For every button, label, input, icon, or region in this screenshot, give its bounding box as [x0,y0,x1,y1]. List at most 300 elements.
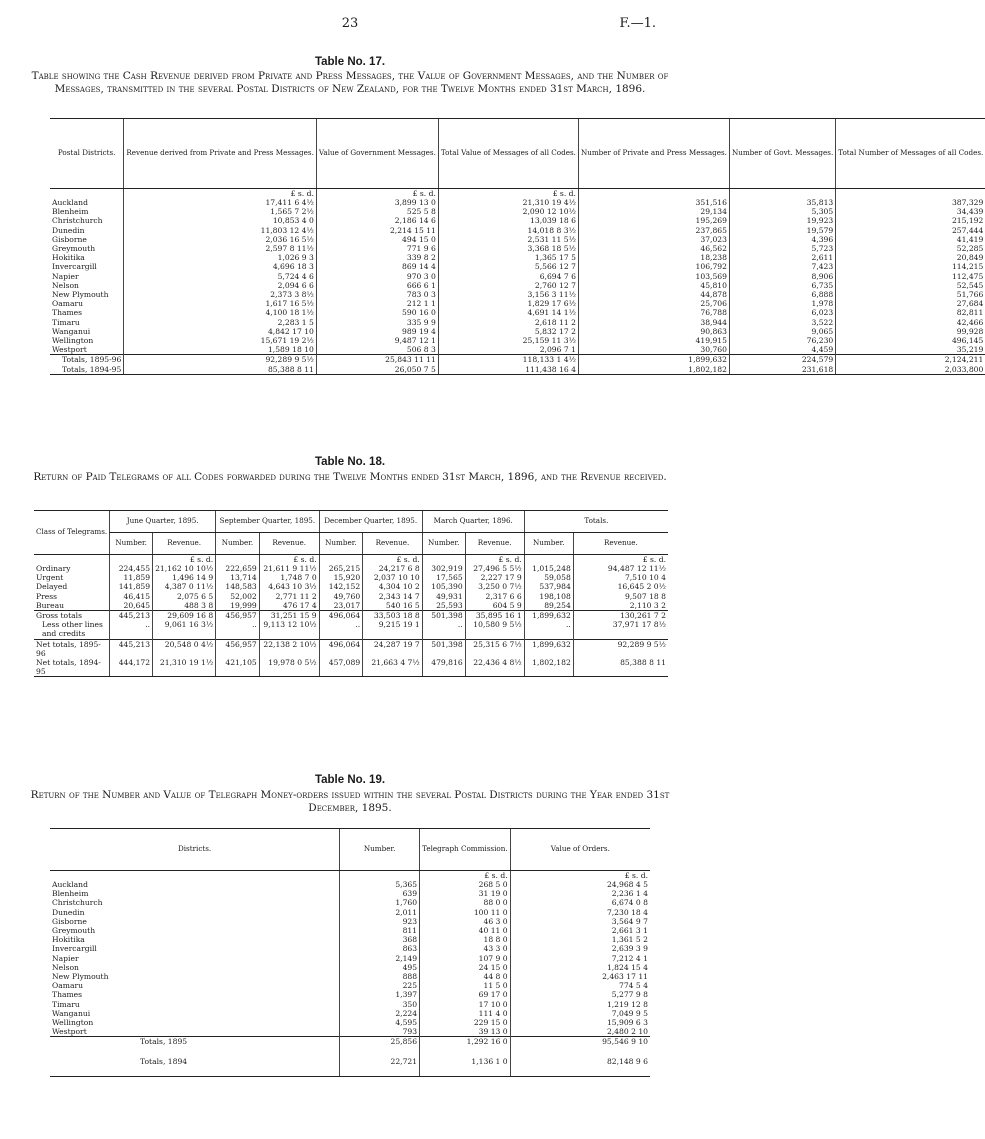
units-label: £ s. d. [573,555,668,565]
table-cell: 2,227 17 9 [465,573,524,582]
table-cell: 2,597 8 11½ [124,244,317,253]
table18-subheader: Number. [319,533,363,555]
table-cell: 25,593 [422,601,465,611]
table-cell: 7,212 4 1 [510,954,650,963]
table-cell: 2,037 10 10 [363,573,423,582]
table-cell: 1,015,248 [524,564,573,573]
table-cell: 26,050 7 5 [316,365,438,375]
table-cell: 130,261 7 2 [573,611,668,621]
table-cell: 20,849 [836,253,985,262]
table17-header-num-govt: Number of Govt. Messages. [729,119,835,189]
table-row [50,917,650,926]
table-cell: .. [422,620,465,639]
table-cell: 6,674 0 8 [510,898,650,907]
table-cell: 37,023 [578,235,729,244]
table-cell: 69 17 0 [420,990,511,999]
district-name: Hokitika [52,935,85,945]
district-name: Christchurch [52,216,103,226]
table-cell: .. [319,620,363,639]
table17-caption: Table showing the Cash Revenue derived from Private and Press Messages, the Value of Government Messages, and the Number of Messages, transmitted in the several Postal Districts of New Zealand, for the Twelve Months ended 31st March, 1896. [31,70,669,95]
table-cell: 456,957 [216,611,260,621]
table-cell: 19,923 [729,216,835,225]
table-cell: 7,510 10 4 [573,573,668,582]
table18-header-totals: Totals. [524,511,668,533]
table-cell: 351,516 [578,198,729,207]
district-name: Wanganui [52,1008,91,1018]
table-cell: 49,760 [319,592,363,601]
table-cell: 3,368 18 5½ [438,244,578,253]
table-cell: 90,863 [578,327,729,336]
table-cell: 6,023 [729,308,835,317]
table-cell: 46 3 0 [420,917,511,926]
table-cell: 488 3 8 [153,601,216,611]
summary-label: Net totals, 1895-96 [34,639,110,658]
table-cell: 95,546 9 10 [510,1037,650,1057]
district-name: Napier [52,271,79,281]
table-cell: 25,315 6 7½ [465,639,524,658]
table-row [50,336,985,345]
table18-header-quarter: September Quarter, 1895. [216,511,319,533]
district-name: Wellington [52,1018,94,1028]
summary-row [34,611,668,621]
table-row [50,954,650,963]
units-label: £ s. d. [153,555,216,565]
summary-row [34,620,668,639]
table-cell: 335 9 9 [316,318,438,327]
table18-subheader: Revenue. [573,533,668,555]
table-cell: 2,531 11 5½ [438,235,578,244]
table18-subheader: Revenue. [465,533,524,555]
table-cell: 1,760 [340,898,420,907]
table-cell: 43 3 0 [420,944,511,953]
table-cell: 224,455 [110,564,153,573]
table-cell: 21,611 9 11½ [259,564,319,573]
table-cell: 3,899 13 0 [316,198,438,207]
document-reference: F.—1. [619,16,656,31]
table-row [50,908,650,917]
district-name: Oamaru [52,299,84,309]
table-cell: 5,305 [729,207,835,216]
district-name: Wellington [52,336,94,346]
table-cell: 215,192 [836,216,985,225]
table-cell: 387,329 [836,198,985,207]
table-cell: 2,124,211 [836,355,985,365]
table-cell [110,555,153,565]
table17-header-num-private: Number of Private and Press Messages. [578,119,729,189]
table-cell: 2,661 3 1 [510,926,650,935]
table-cell: 7,230 18 4 [510,908,650,917]
table-cell: 13,039 18 6 [438,216,578,225]
table-cell: 783 0 3 [316,290,438,299]
table-cell: 5,277 9 8 [510,990,650,999]
table-cell: 92,289 9 5½ [573,639,668,658]
table-cell: 52,545 [836,281,985,290]
table-cell: 2,096 7 1 [438,345,578,355]
table-cell: 494 15 0 [316,235,438,244]
district-name: Gisborne [52,234,87,244]
table-cell: 198,108 [524,592,573,601]
table-cell: 34,439 [836,207,985,216]
table-cell: 9,215 19 1 [363,620,423,639]
table-cell: 1,219 12 8 [510,1000,650,1009]
table-cell: 2,090 12 10½ [438,207,578,216]
table-cell [50,189,124,199]
class-name: Ordinary [36,564,71,573]
table-cell: 793 [340,1027,420,1037]
table-cell: 496,064 [319,611,363,621]
table-cell: 24,968 4 5 [510,880,650,889]
table-cell: 19,999 [216,601,260,611]
table-row [50,1000,650,1009]
table-row [50,1018,650,1027]
table-cell: 302,919 [422,564,465,573]
table-cell: 231,618 [729,365,835,375]
table-cell [216,555,260,565]
table-cell: 2,149 [340,954,420,963]
table-cell: 11 5 0 [420,981,511,990]
table-cell: 1,617 16 5½ [124,299,317,308]
table-cell: 17,565 [422,573,465,582]
district-name: New Plymouth [52,972,109,982]
table18-header-class: Class of Telegrams. [34,511,110,555]
table18-subheader: Revenue. [259,533,319,555]
table-cell: 4,595 [340,1018,420,1027]
table-row [34,582,668,591]
table-row [50,281,985,290]
totals-label: Totals, 1895-96 [50,355,124,365]
units-row [34,555,668,565]
table-cell: 2,618 11 2 [438,318,578,327]
table-cell: 7,049 9 5 [510,1009,650,1018]
totals-row [50,365,985,375]
units-label: £ s. d. [316,189,438,199]
table-cell [34,555,110,565]
table-cell: 476 17 4 [259,601,319,611]
table-cell: 17,411 6 4½ [124,198,317,207]
table-cell: 2,033,800 [836,365,985,375]
table-cell: 76,788 [578,308,729,317]
table-cell: 35,219 [836,345,985,355]
table-cell: 24,287 19 7 [363,639,423,658]
table-cell: 265,215 [319,564,363,573]
district-name: New Plymouth [52,290,109,300]
table-cell: 31 19 0 [420,889,511,898]
table-cell: 16,645 2 0½ [573,582,668,591]
table-cell: 141,859 [110,582,153,591]
table-cell: 666 6 1 [316,281,438,290]
table-cell: 49,931 [422,592,465,601]
table-cell: 1,802,182 [578,365,729,375]
table-row [50,990,650,999]
class-name: Press [36,591,58,601]
table-cell: 4,459 [729,345,835,355]
table-cell: 4,696 18 3 [124,262,317,271]
table-cell: 94,487 12 11½ [573,564,668,573]
table18-header-quarter: March Quarter, 1896. [422,511,524,533]
table-cell: 2,011 [340,908,420,917]
table18-subheader: Number. [422,533,465,555]
district-name: Invercargill [52,262,97,272]
district-name: Hokitika [52,253,85,263]
table-cell: 1,136 1 0 [420,1057,511,1077]
table-cell: 18 8 0 [420,935,511,944]
table-cell: 35,895 16 1 [465,611,524,621]
table-cell: 923 [340,917,420,926]
table-row [50,272,985,281]
table-cell: 111 4 0 [420,1009,511,1018]
table-cell: 148,583 [216,582,260,591]
table-cell: 1,899,632 [524,639,573,658]
table-cell: 1,978 [729,299,835,308]
table-row [50,880,650,889]
table-cell: 142,152 [319,582,363,591]
table-cell: 27,496 5 5½ [465,564,524,573]
table-cell: 2,611 [729,253,835,262]
class-name: Bureau [36,600,65,610]
table-cell: 1,026 9 3 [124,253,317,262]
units-label: £ s. d. [465,555,524,565]
table19-header-number: Number. [340,829,420,871]
table-cell: 85,388 8 11 [124,365,317,375]
table-cell: 31,251 15 9 [259,611,319,621]
table-cell: 421,105 [216,658,260,677]
table-cell: 2,036 16 5½ [124,235,317,244]
table18 [34,510,668,677]
table-cell: 24,217 6 8 [363,564,423,573]
table-row [50,198,985,207]
table-cell: .. [110,620,153,639]
table-cell: 59,058 [524,573,573,582]
table-cell: 103,569 [578,272,729,281]
table18-title: Table No. 18. [314,456,386,468]
table-row [34,573,668,582]
table-row [50,1009,650,1018]
table-cell: 106,792 [578,262,729,271]
table-cell: 888 [340,972,420,981]
table-cell: 989 19 4 [316,327,438,336]
table-cell: 114,215 [836,262,985,271]
table-cell: 23,017 [319,601,363,611]
table-cell: 1,361 5 2 [510,935,650,944]
table-cell: 811 [340,926,420,935]
table-cell: 52,285 [836,244,985,253]
table-cell: 22,721 [340,1057,420,1077]
table-cell: 1,565 7 2½ [124,207,317,216]
table-cell: 5,724 4 6 [124,272,317,281]
table-cell: 100 11 0 [420,908,511,917]
table-cell: 9,065 [729,327,835,336]
table-cell: 2,760 12 7 [438,281,578,290]
table-cell: 82,811 [836,308,985,317]
table-cell: 224,579 [729,355,835,365]
table-cell: 2,771 11 2 [259,592,319,601]
district-name: Invercargill [52,944,97,954]
table-row [50,244,985,253]
table-cell: 2,236 1 4 [510,889,650,898]
table-cell: 2,317 6 6 [465,592,524,601]
totals-row [50,355,985,365]
table-cell: 537,984 [524,582,573,591]
table-cell: 774 5 4 [510,981,650,990]
table-cell: 41,419 [836,235,985,244]
table-cell: 3,522 [729,318,835,327]
table-cell: 25,159 11 3½ [438,336,578,345]
table-cell: 7,423 [729,262,835,271]
table-cell: 10,580 9 5½ [465,620,524,639]
table18-subheader: Number. [524,533,573,555]
table-cell: 195,269 [578,216,729,225]
table-row [50,253,985,262]
table-cell: 604 5 9 [465,601,524,611]
class-name: Delayed [36,582,68,592]
table-cell: 39 13 0 [420,1027,511,1037]
table-cell: 21,162 10 10½ [153,564,216,573]
table18-subheader: Number. [216,533,260,555]
table-cell: 3,564 9 7 [510,917,650,926]
table-row [50,226,985,235]
table-cell: 27,684 [836,299,985,308]
table-row [50,345,985,355]
table-cell: 506 8 3 [316,345,438,355]
table-cell: 15,671 19 2½ [124,336,317,345]
table-cell: 111,438 16 4 [438,365,578,375]
table18-subheader: Revenue. [153,533,216,555]
table-cell: 501,398 [422,611,465,621]
table18-subheader: Revenue. [363,533,423,555]
table-cell: 1,365 17 5 [438,253,578,262]
table-cell: 89,254 [524,601,573,611]
table-cell: 2,283 1 5 [124,318,317,327]
table-cell: 21,310 19 1½ [153,658,216,677]
table-cell: 21,663 4 7½ [363,658,423,677]
table17-title: Table No. 17. [314,56,386,68]
table-cell: 5,566 12 7 [438,262,578,271]
table-cell: 99,928 [836,327,985,336]
table-cell: 1,589 18 10 [124,345,317,355]
table-cell: 9,487 12 1 [316,336,438,345]
table-cell: 1,496 14 9 [153,573,216,582]
table-cell: 88 0 0 [420,898,511,907]
table-cell [422,555,465,565]
table-cell: 540 16 5 [363,601,423,611]
summary-label: Less other lines and credits [42,620,103,639]
table-cell: 339 8 2 [316,253,438,262]
page-number: 23 [341,16,359,31]
summary-row [34,639,668,658]
table-cell [578,189,729,199]
units-label: £ s. d. [510,871,650,881]
district-name: Thames [52,308,83,318]
table-cell: 17 10 0 [420,1000,511,1009]
district-name: Timaru [52,317,80,327]
table-row [50,972,650,981]
totals-row [50,1057,650,1077]
table-cell: 970 3 0 [316,272,438,281]
table-cell: 445,213 [110,639,153,658]
district-name: Blenheim [52,889,89,899]
table19-header-value: Value of Orders. [510,829,650,871]
table-row [50,235,985,244]
table-cell: 6,888 [729,290,835,299]
units-row [50,189,985,199]
table-row [50,207,985,216]
table-row [50,981,650,990]
table-cell: 2,094 6 6 [124,281,317,290]
district-name: Wanganui [52,326,91,336]
table-row [50,1027,650,1037]
table-cell: 2,075 6 5 [153,592,216,601]
table-row [50,935,650,944]
table-cell: 4,396 [729,235,835,244]
table-cell: 1,802,182 [524,658,573,677]
table-cell: 590 16 0 [316,308,438,317]
table-cell: 1,292 16 0 [420,1037,511,1057]
district-name: Greymouth [52,244,96,254]
table-cell: 2,186 14 6 [316,216,438,225]
table-cell: 869 14 4 [316,262,438,271]
table-cell: 2,343 14 7 [363,592,423,601]
table-cell: 1,899,632 [524,611,573,621]
table-cell: 15,920 [319,573,363,582]
table-cell: 4,304 10 2 [363,582,423,591]
table-row [50,262,985,271]
district-name: Gisborne [52,916,87,926]
district-name: Westport [52,345,87,355]
district-name: Greymouth [52,926,96,936]
table-cell: 2,639 3 9 [510,944,650,953]
table-cell: 9,061 16 3½ [153,620,216,639]
table-cell: .. [216,620,260,639]
table-cell: 30,760 [578,345,729,355]
table-cell: 29,134 [578,207,729,216]
table-cell: 229 15 0 [420,1018,511,1027]
table-cell: 3,250 0 7½ [465,582,524,591]
table-cell: 4,100 18 1½ [124,308,317,317]
table-cell: 2,214 15 11 [316,226,438,235]
table-cell: 10,853 4 0 [124,216,317,225]
table-cell: 25,843 11 11 [316,355,438,365]
table-cell: 38,944 [578,318,729,327]
table-cell: 24 15 0 [420,963,511,972]
table19-header-district: Districts. [50,829,340,871]
table-cell: 22,138 2 10½ [259,639,319,658]
table-cell: 639 [340,889,420,898]
table-cell: 8,906 [729,272,835,281]
table-cell: 18,238 [578,253,729,262]
table-cell: 44 8 0 [420,972,511,981]
table-cell: 1,899,632 [578,355,729,365]
table-cell: 495 [340,963,420,972]
table-cell: 35,813 [729,198,835,207]
table-cell: 6,694 7 6 [438,272,578,281]
district-name: Westport [52,1027,87,1037]
table18-subheader: Number. [110,533,153,555]
table-cell: 46,562 [578,244,729,253]
district-name: Auckland [52,198,88,207]
table-cell: 51,766 [836,290,985,299]
table-cell: 4,387 0 11½ [153,582,216,591]
table-cell: 1,829 17 6½ [438,299,578,308]
table-cell: 525 5 8 [316,207,438,216]
table-cell: 45,810 [578,281,729,290]
table-cell: 771 9 6 [316,244,438,253]
table-cell: 268 5 0 [420,880,511,889]
table-cell: 15,909 6 3 [510,1018,650,1027]
table-cell: 2,110 3 2 [573,601,668,611]
table-cell: 444,172 [110,658,153,677]
table-cell: 105,390 [422,582,465,591]
table-cell: 4,691 14 1½ [438,308,578,317]
